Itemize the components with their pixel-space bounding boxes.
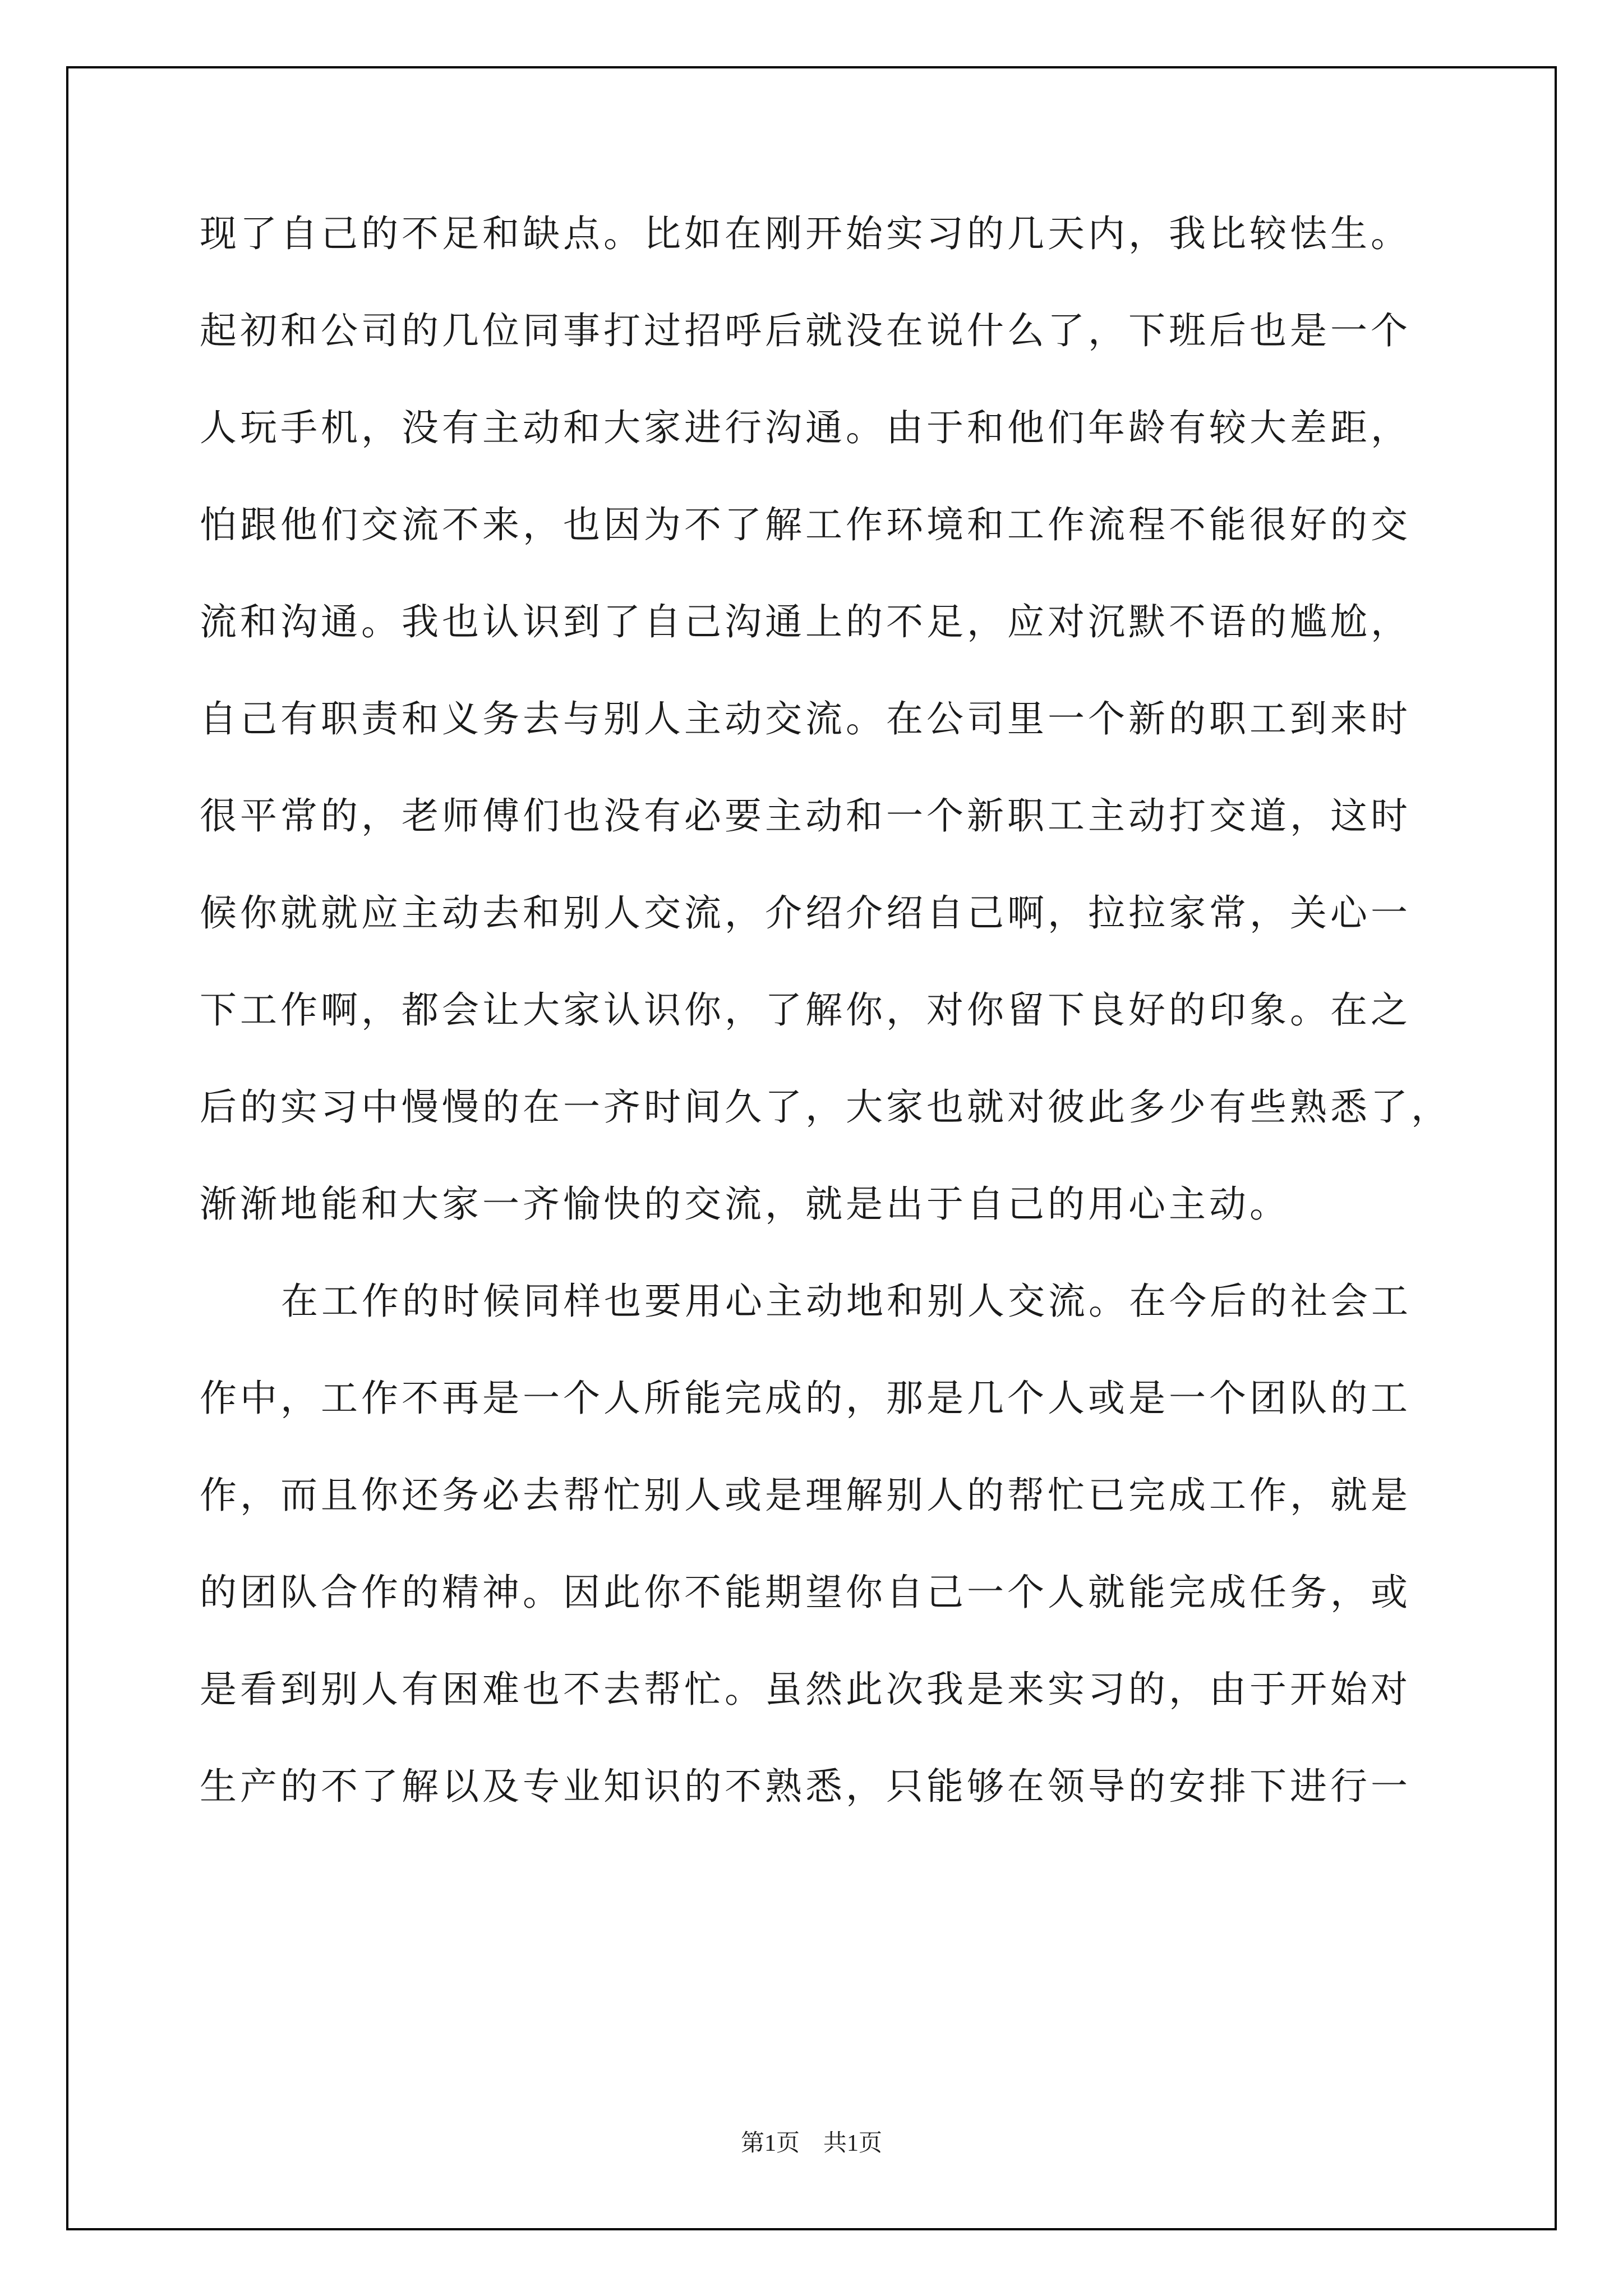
text-line-6: 自己有职责和义务去与别人主动交流。在公司里一个新的职工到来时 — [200, 697, 1411, 740]
document-body — [200, 185, 1451, 1835]
text-line-11: 渐渐地能和大家一齐愉快的交流，就是出于自己的用心主动。 — [200, 1182, 1290, 1226]
text-line-7: 很平常的，老师傅们也没有必要主动和一个新职工主动打交道，这时 — [200, 794, 1411, 838]
text-line-1: 现了自己的不足和缺点。比如在刚开始实习的几天内，我比较怯生。 — [200, 212, 1411, 255]
text-line-8: 候你就就应主动去和别人交流，介绍介绍自己啊，拉拉家常，关心一 — [200, 891, 1411, 935]
text-line-15: 的团队合作的精神。因此你不能期望你自己一个人就能完成任务，或 — [200, 1571, 1411, 1614]
text-line-12-paragraph-start: 在工作的时候同样也要用心主动地和别人交流。在今后的社会工 — [281, 1280, 1412, 1323]
text-line-5: 流和沟通。我也认识到了自己沟通上的不足，应对沉默不语的尴尬， — [200, 600, 1411, 643]
page-number: 第1页 共1页 — [740, 2131, 882, 2156]
text-line-3: 人玩手机，没有主动和大家进行沟通。由于和他们年龄有较大差距， — [200, 406, 1411, 449]
text-line-16: 是看到别人有困难也不去帮忙。虽然此次我是来实习的，由于开始对 — [200, 1668, 1411, 1711]
text-line-2: 起初和公司的几位同事打过招呼后就没在说什么了，下班后也是一个 — [200, 309, 1411, 352]
text-line-13: 作中，工作不再是一个人所能完成的，那是几个人或是一个团队的工 — [200, 1377, 1411, 1420]
text-line-14: 作，而且你还务必去帮忙别人或是理解别人的帮忙已完成工作，就是 — [200, 1474, 1411, 1517]
text-line-17: 生产的不了解以及专业知识的不熟悉，只能够在领导的安排下进行一 — [200, 1765, 1411, 1808]
text-line-9: 下工作啊，都会让大家认识你，了解你，对你留下良好的印象。在之 — [200, 988, 1411, 1032]
text-line-4: 怕跟他们交流不来，也因为不了解工作环境和工作流程不能很好的交 — [200, 503, 1411, 546]
text-line-10: 后的实习中慢慢的在一齐时间久了，大家也就对彼此多少有些熟悉了， — [200, 1085, 1451, 1129]
